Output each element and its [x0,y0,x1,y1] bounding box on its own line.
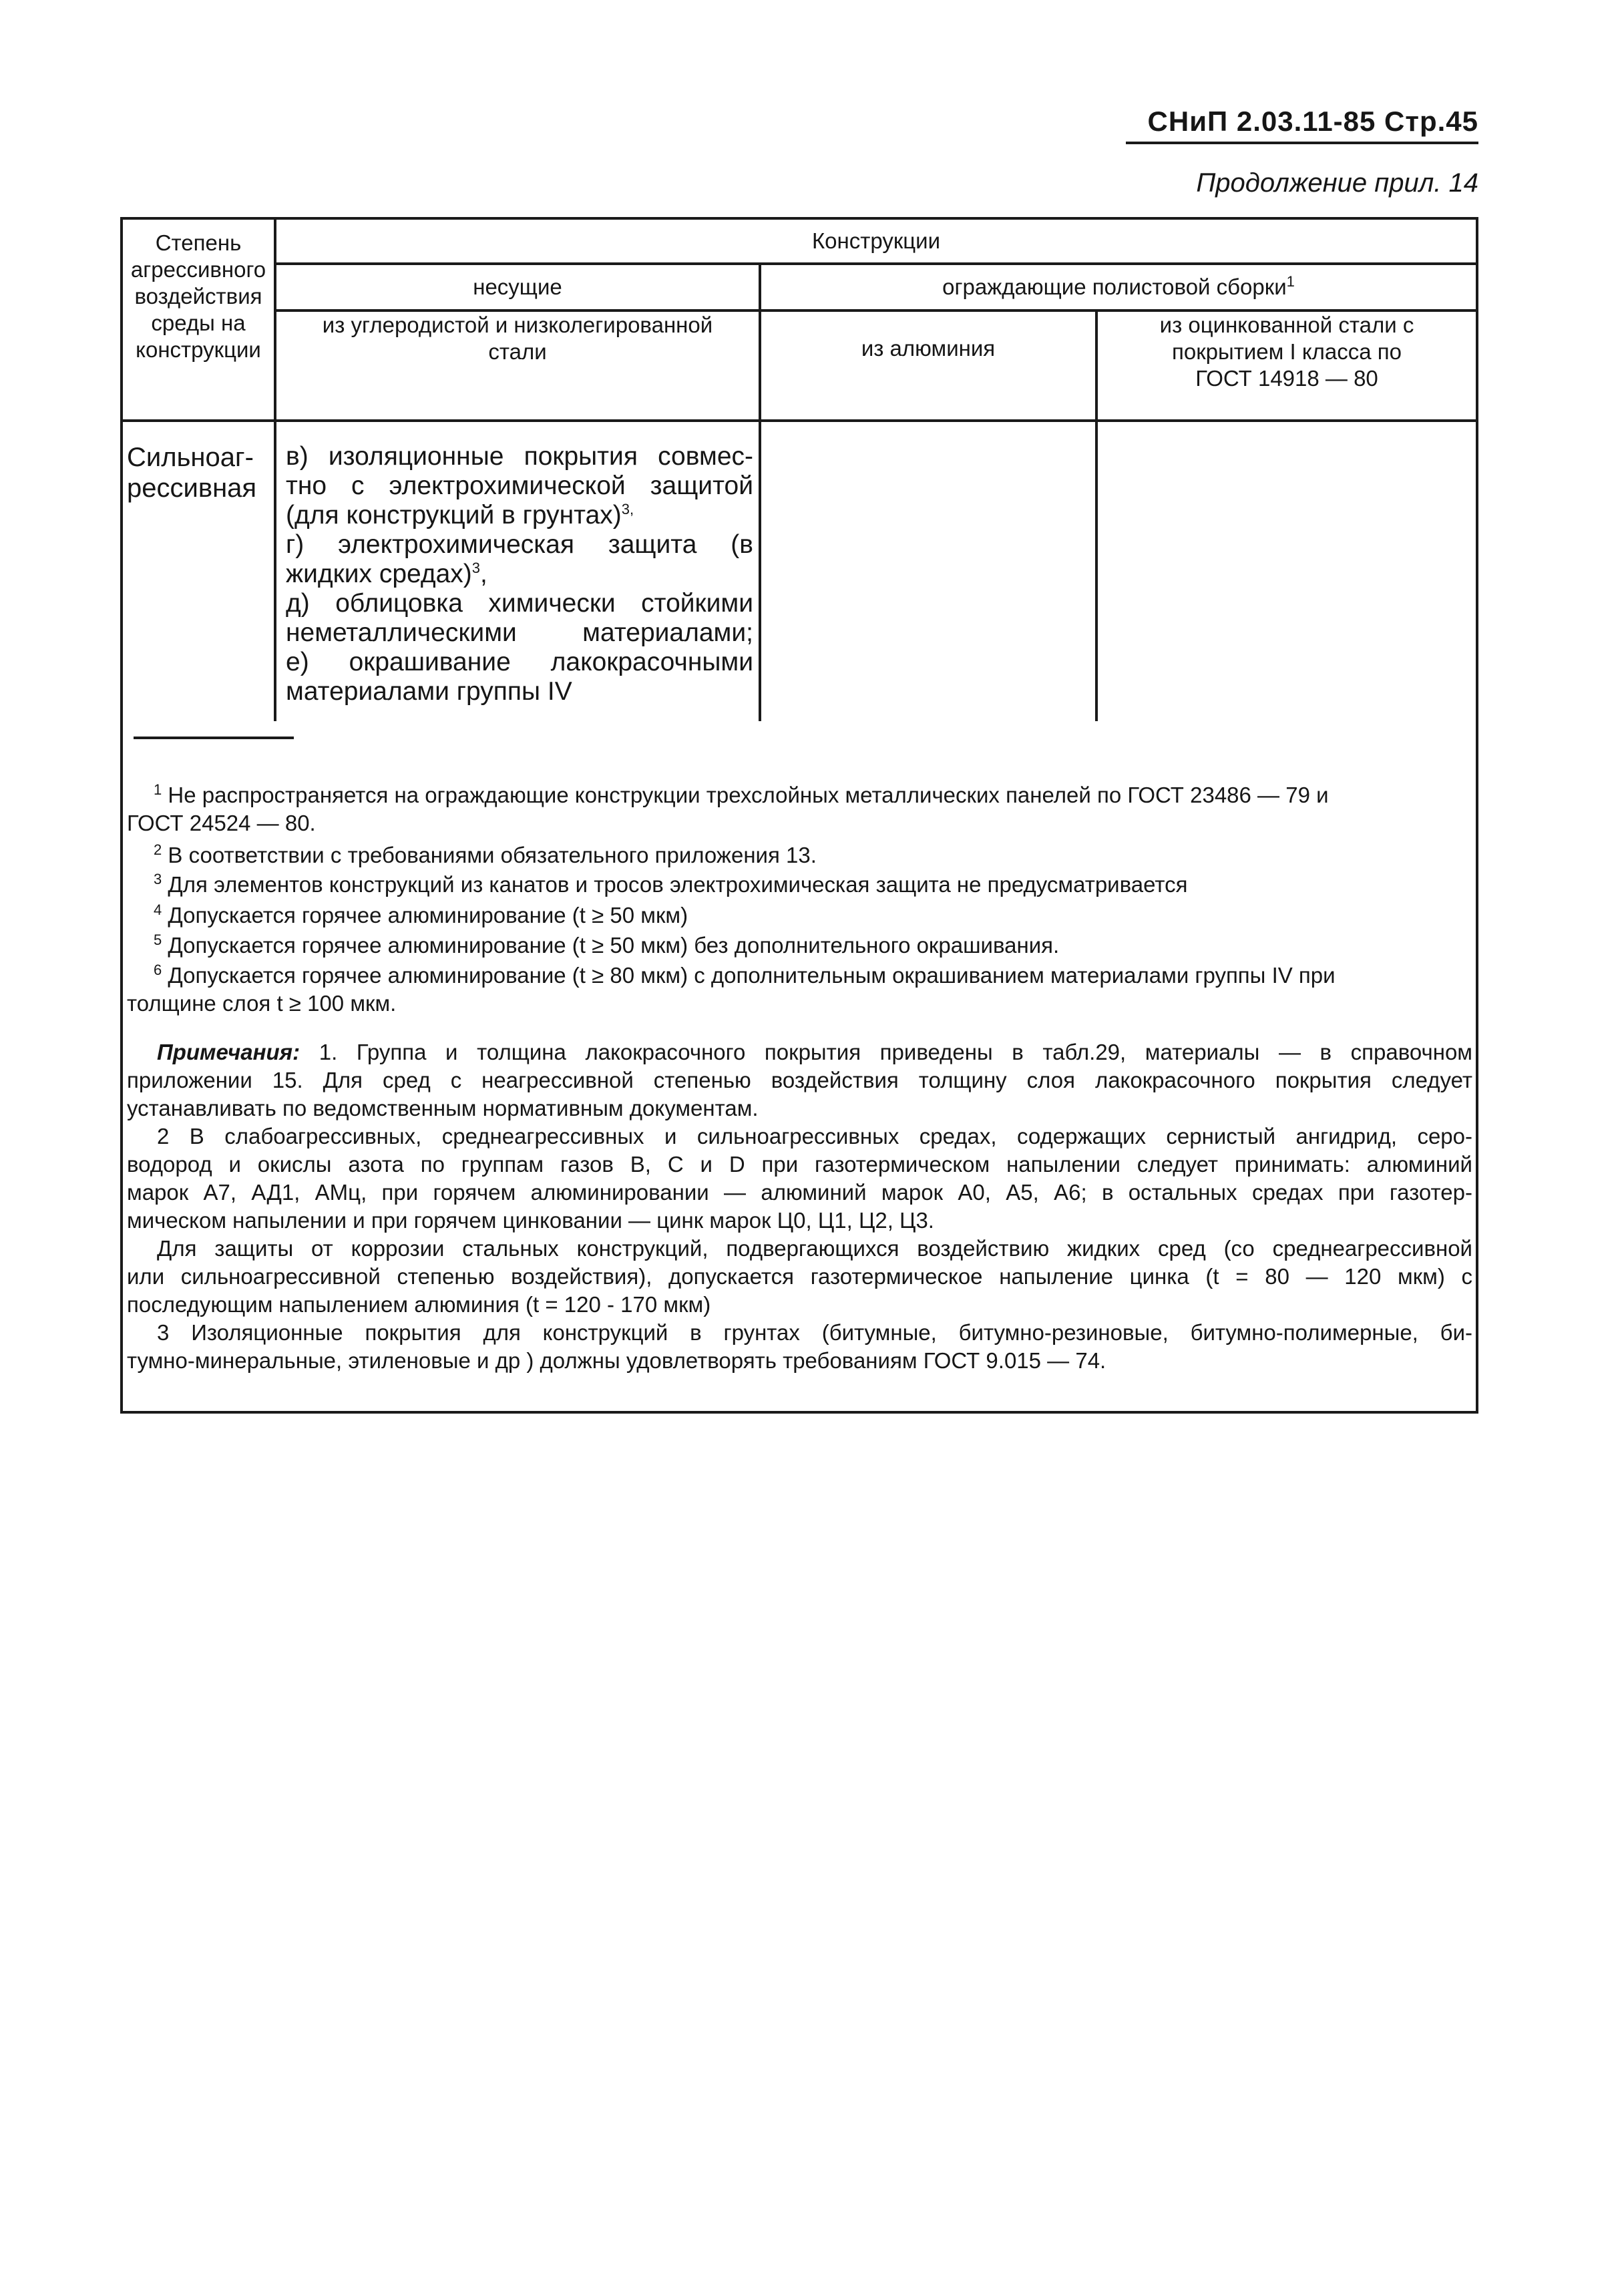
footnote-5 [127,931,1469,960]
footnote-3 [127,871,1469,899]
measure-line: тно с электрохимической защитой [286,471,753,500]
note-line: водород и окислы азота по группам газов В, С и D при газотермическом напылении следует принимать: алюминий [127,1152,1472,1177]
continuation-label: Продолжение прил. 14 [1196,168,1478,198]
degree-line: Сильноаг- [127,443,254,472]
header-line: стали [488,339,547,364]
footnote-number: 2 [154,841,162,858]
note-line: марок А7, АД1, АМц, при горячем алюминировании — алюминий марок А0, А5, А6; в остальных средах при газотер- [127,1180,1472,1205]
bearing-header: несущие [473,274,562,299]
measure-text: (для конструкций в грунтах) [286,501,622,530]
footnote-4 [127,901,1469,929]
header-line: ГОСТ 14918 — 80 [1195,366,1378,391]
footnote-number: 5 [154,931,162,948]
measure-line: е) окрашивание лакокрасочными [286,648,753,676]
footnote-2 [127,841,1469,869]
header-line: Степень [155,230,242,255]
header-line: конструкции [136,337,261,362]
footnote-text: ГОСТ 24524 — 80. [127,811,316,835]
constructions-header: Конструкции [811,228,941,253]
note-line: последующим напылением алюминия (t = 120 - 170 мкм) [127,1292,711,1317]
footnote-separator [134,737,294,739]
footnote-ref: 3 [471,560,481,576]
note-line: 2 В слабоагрессивных, среднеагрессивных и сильноагрессивных средах, содержащих сернистый ангидрид, серо- [157,1124,1472,1149]
header-line: из углеродистой и низколегированной [322,313,713,337]
measure-line [286,501,753,530]
degree-column-header [123,220,274,373]
header-line: покрытием I класса по [1172,339,1402,364]
notes-label: Примечания: [157,1040,300,1064]
note-line: или сильноагрессивной степенью воздействия), допускается газотермическое напыление цинка (t = 80 — 120 мкм) с [127,1264,1472,1289]
notes-block [127,1038,1472,1375]
degree-line: рессивная [127,473,257,503]
header-line: из оцинкованной стали с [1159,313,1414,337]
protection-measures-cell [286,442,753,706]
degree-cell [127,442,268,503]
footnote-1 [127,781,1469,837]
document-code: СНиП 2.03.11-85 Стр.45 [1147,106,1478,137]
measure-text: жидких средах) [286,560,472,588]
note-1 [127,1038,1472,1122]
measure-line: в) изоляционные покрытия совмес- [286,442,753,471]
galvanized-steel-header [1098,312,1476,405]
footnote-text: В соответствии с требованиями обязательного приложения 13. [168,843,817,867]
footnote-text: Не распространяется на ограждающие конструкции трехслойных металлических панелей по ГОСТ 23486 — 79 и [168,783,1329,807]
measure-line: г) электрохимическая защита (в [286,530,753,559]
grid-line [120,419,1478,422]
note-2-continuation [127,1235,1472,1319]
footnote-ref: 3, [621,501,634,517]
footnote-number: 4 [154,901,162,918]
measure-line: материалами группы IV [286,677,572,706]
note-line [127,1038,1472,1066]
header-rule [1126,142,1478,144]
footnote-text: Допускается горячее алюминирование (t ≥ 50 мкм) без дополнительного окрашивания. [168,933,1060,958]
aluminium-header: из алюминия [861,336,996,361]
header-line: воздействия [134,284,262,308]
note-line: мическом напылении и при горячем цинковании — цинк марок Ц0, Ц1, Ц2, Ц3. [127,1208,934,1233]
note-line: Для защиты от коррозии стальных конструкций, подвергающихся воздействию жидких сред (со среднеагрессивной [157,1236,1472,1261]
note-line: 3 Изоляционные покрытия для конструкций в грунтах (битумные, битумно-резиновые, битумно-полимерные, би- [157,1320,1472,1345]
carbon-steel-header [276,312,759,385]
note-2 [127,1122,1472,1235]
footnote-number: 1 [154,781,162,798]
note-3 [127,1319,1472,1375]
footnote-ref: 1 [1286,273,1295,290]
note-line: тумно-минеральные, этиленовые и др ) должны удовлетворять требованиям ГОСТ 9.015 — 74. [127,1348,1106,1373]
note-text: 1. Группа и толщина лакокрасочного покрытия приведены в табл.29, материалы — в справочном [319,1040,1472,1064]
header-line: среды на [151,310,246,335]
measure-line: д) облицовка химически стойкими [286,589,753,618]
measure-line: неметаллическими материалами; [286,618,753,647]
footnote-text: Допускается горячее алюминирование (t ≥ 80 мкм) с дополнительным окрашиванием материалами группы IV при [168,963,1336,988]
footnote-number: 3 [154,871,162,887]
enclosing-header [761,265,1476,309]
measure-text: , [480,560,487,588]
note-line: устанавливать по ведомственным нормативным документам. [127,1096,759,1120]
enclosing-label: ограждающие полистовой сборки [942,274,1287,299]
measure-line [286,560,753,589]
footnote-6 [127,962,1469,1018]
footnote-text: Для элементов конструкций из канатов и тросов электрохимическая защита не предусматривается [168,872,1188,897]
footnote-number: 6 [154,962,162,978]
header-line: агрессивного [130,257,266,282]
footnote-text: Допускается горячее алюминирование (t ≥ 50 мкм) [168,903,688,927]
note-line: приложении 15. Для сред с неагрессивной степенью воздействия толщину слоя лакокрасочного покрытия следует [127,1068,1472,1092]
footnote-text: толщине слоя t ≥ 100 мкм. [127,991,397,1016]
